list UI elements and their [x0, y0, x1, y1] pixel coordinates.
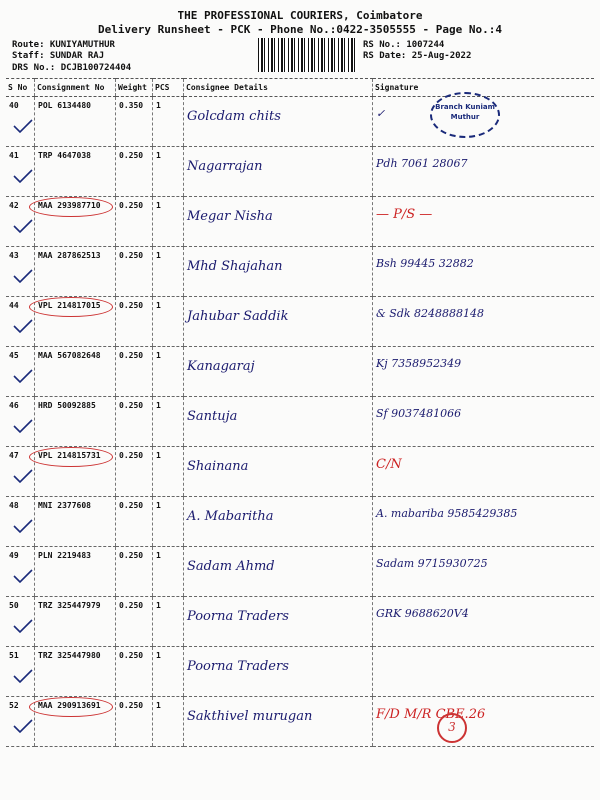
cell-consignment: [35, 547, 116, 597]
sno-value: 46: [9, 401, 19, 410]
cell-weight: [116, 297, 153, 347]
cell-pcs: [153, 147, 184, 197]
pcs-value: 1: [156, 701, 161, 710]
signature-value: & Sdk 8248888148: [376, 307, 485, 320]
consignment-value: TRP 4647038: [38, 151, 91, 160]
cell-weight: [116, 447, 153, 497]
cell-consignee: [184, 547, 373, 597]
col-weight: Weight: [116, 79, 153, 97]
cell-consignee: [184, 147, 373, 197]
consignment-value: MNI 2377608: [38, 501, 91, 510]
check-mark-icon: [12, 218, 34, 238]
runsheet-table: [6, 78, 594, 747]
cell-weight: [116, 197, 153, 247]
cell-pcs: [153, 597, 184, 647]
cell-weight: [116, 497, 153, 547]
consignment-value: VPL 214815731: [38, 451, 101, 460]
cell-signature: [373, 447, 595, 497]
cell-weight: [116, 97, 153, 147]
consignment-value: TRZ 325447980: [38, 651, 101, 660]
drs-number: DRS No.: DCJB100724404: [12, 63, 132, 73]
sno-value: 43: [9, 251, 19, 260]
cell-weight: [116, 597, 153, 647]
cell-consignee: [184, 247, 373, 297]
consignee-value: Poorna Traders: [187, 659, 289, 674]
table-row: [6, 547, 594, 597]
cell-weight: [116, 347, 153, 397]
consignee-value: Golcdam chits: [187, 109, 281, 124]
cell-signature: [373, 197, 595, 247]
consignment-value: MAA 287862513: [38, 251, 101, 260]
check-mark-icon: [12, 268, 34, 288]
weight-value: 0.250: [119, 501, 144, 510]
cell-pcs: [153, 647, 184, 697]
cell-consignment: [35, 497, 116, 547]
consignee-value: Jahubar Saddik: [187, 309, 289, 324]
check-mark-icon: [12, 568, 34, 588]
cell-consignee: [184, 297, 373, 347]
sno-value: 49: [9, 551, 19, 560]
cell-consignee: [184, 97, 373, 147]
red-circle-annotation: [29, 697, 113, 717]
check-mark-icon: [12, 668, 34, 688]
page-circle-number: 3: [437, 713, 467, 743]
cell-pcs: [153, 347, 184, 397]
pcs-value: 1: [156, 201, 161, 210]
weight-value: 0.250: [119, 651, 144, 660]
cell-weight: [116, 397, 153, 447]
consignee-value: Kanagaraj: [187, 359, 255, 374]
signature-value: Kj 7358952349: [376, 357, 462, 370]
cell-pcs: [153, 97, 184, 147]
col-consignment: Consignment No: [35, 79, 116, 97]
signature-value: Bsh 99445 32882: [376, 257, 474, 270]
cell-consignment: [35, 397, 116, 447]
consignment-value: PLN 2219483: [38, 551, 91, 560]
cell-pcs: [153, 497, 184, 547]
signature-value: A. mabariba 9585429385: [376, 507, 518, 520]
red-circle-annotation: [29, 297, 113, 317]
table-row: [6, 347, 594, 397]
pcs-value: 1: [156, 251, 161, 260]
consignment-value: VPL 214817015: [38, 301, 101, 310]
table-row: [6, 497, 594, 547]
cell-pcs: [153, 397, 184, 447]
cell-pcs: [153, 447, 184, 497]
sno-value: 47: [9, 451, 19, 460]
sno-value: 52: [9, 701, 19, 710]
cell-consignee: [184, 197, 373, 247]
check-mark-icon: [12, 468, 34, 488]
col-sno: S No: [6, 79, 35, 97]
red-circle-annotation: [29, 447, 113, 467]
cell-signature: [373, 647, 595, 697]
table-row: [6, 247, 594, 297]
consignment-value: TRZ 325447979: [38, 601, 101, 610]
consignment-value: MAA 293987710: [38, 201, 101, 210]
document-subtitle: Delivery Runsheet - PCK - Phone No.:0422-3505555 - Page No.:4: [98, 23, 502, 36]
red-circle-annotation: [29, 197, 113, 217]
cell-signature: [373, 397, 595, 447]
cell-signature: [373, 497, 595, 547]
check-mark-icon: [12, 118, 34, 138]
sno-value: 44: [9, 301, 19, 310]
consignment-value: MAA 567082648: [38, 351, 101, 360]
cell-consignment: [35, 597, 116, 647]
cell-consignment: [35, 347, 116, 397]
pcs-value: 1: [156, 451, 161, 460]
consignment-value: HRD 50092885: [38, 401, 96, 410]
check-mark-icon: [12, 168, 34, 188]
cell-consignee: [184, 447, 373, 497]
weight-value: 0.250: [119, 601, 144, 610]
consignment-value: MAA 290913691: [38, 701, 101, 710]
table-row: [6, 97, 594, 147]
cell-signature: [373, 347, 595, 397]
check-mark-icon: [12, 518, 34, 538]
branch-stamp: Branch Kuniam Muthur: [430, 92, 500, 138]
consignee-value: A. Mabaritha: [187, 509, 274, 524]
cell-signature: [373, 597, 595, 647]
sno-value: 45: [9, 351, 19, 360]
consignee-value: Nagarrajan: [187, 159, 263, 174]
consignment-value: POL 6134480: [38, 101, 91, 110]
table-header-row: [6, 79, 594, 97]
consignee-value: Santuja: [187, 409, 238, 424]
sno-value: 40: [9, 101, 19, 110]
cell-weight: [116, 547, 153, 597]
cell-signature: [373, 147, 595, 197]
cell-pcs: [153, 247, 184, 297]
cell-pcs: [153, 547, 184, 597]
consignee-value: Megar Nisha: [187, 209, 273, 224]
cell-consignee: [184, 347, 373, 397]
cell-consignee: [184, 597, 373, 647]
check-mark-icon: [12, 718, 34, 738]
cell-consignment: [35, 147, 116, 197]
col-pcs: PCS: [153, 79, 184, 97]
weight-value: 0.250: [119, 251, 144, 260]
check-mark-icon: [12, 618, 34, 638]
signature-value: Sadam 9715930725: [376, 557, 488, 570]
cell-weight: [116, 147, 153, 197]
cell-pcs: [153, 197, 184, 247]
weight-value: 0.250: [119, 401, 144, 410]
cell-weight: [116, 697, 153, 747]
weight-value: 0.250: [119, 351, 144, 360]
cell-signature: [373, 547, 595, 597]
sno-value: 48: [9, 501, 19, 510]
weight-value: 0.250: [119, 201, 144, 210]
pcs-value: 1: [156, 351, 161, 360]
check-mark-icon: [12, 368, 34, 388]
cell-pcs: [153, 297, 184, 347]
sno-value: 42: [9, 201, 19, 210]
cell-consignee: [184, 497, 373, 547]
weight-value: 0.250: [119, 301, 144, 310]
col-consignee: Consignee Details: [184, 79, 373, 97]
consignee-value: Mhd Shajahan: [187, 259, 283, 274]
signature-value: C/N: [376, 457, 402, 472]
weight-value: 0.350: [119, 101, 144, 110]
cell-weight: [116, 647, 153, 697]
pcs-value: 1: [156, 401, 161, 410]
pcs-value: 1: [156, 501, 161, 510]
cell-consignee: [184, 647, 373, 697]
pcs-value: 1: [156, 301, 161, 310]
weight-value: 0.250: [119, 151, 144, 160]
cell-consignee: [184, 397, 373, 447]
consignee-value: Sadam Ahmd: [187, 559, 275, 574]
pcs-value: 1: [156, 101, 161, 110]
cell-signature: [373, 697, 595, 747]
weight-value: 0.250: [119, 701, 144, 710]
cell-consignee: [184, 697, 373, 747]
consignee-value: Poorna Traders: [187, 609, 289, 624]
cell-signature: [373, 247, 595, 297]
sno-value: 50: [9, 601, 19, 610]
pcs-value: 1: [156, 551, 161, 560]
barcode: [258, 38, 358, 72]
sno-value: 51: [9, 651, 19, 660]
rs-number: RS No.: 1007244: [363, 40, 445, 50]
cell-signature: [373, 297, 595, 347]
pcs-value: 1: [156, 601, 161, 610]
pcs-value: 1: [156, 651, 161, 660]
rs-date: RS Date: 25-Aug-2022: [363, 51, 472, 61]
table-row: [6, 147, 594, 197]
cell-consignment: [35, 647, 116, 697]
check-mark-icon: [12, 418, 34, 438]
signature-value: — P/S —: [376, 207, 433, 222]
consignee-value: Sakthivel murugan: [187, 709, 313, 724]
cell-consignment: [35, 247, 116, 297]
cell-consignment: [35, 97, 116, 147]
signature-value: ✓: [376, 107, 386, 120]
signature-value: F/D M/R CBE.26: [376, 707, 486, 722]
cell-pcs: [153, 697, 184, 747]
signature-value: Pdh 7061 28067: [376, 157, 468, 170]
weight-value: 0.250: [119, 551, 144, 560]
document-title: THE PROFESSIONAL COURIERS, Coimbatore: [177, 9, 423, 22]
signature-value: GRK 9688620V4: [376, 607, 469, 620]
signature-value: Sf 9037481066: [376, 407, 462, 420]
pcs-value: 1: [156, 151, 161, 160]
col-signature: Signature: [373, 79, 595, 97]
weight-value: 0.250: [119, 451, 144, 460]
consignee-value: Shainana: [187, 459, 249, 474]
table-row: [6, 397, 594, 447]
cell-weight: [116, 247, 153, 297]
staff-label: Staff: SUNDAR RAJ: [12, 51, 105, 61]
route-label: Route: KUNIYAMUTHUR: [12, 40, 115, 50]
table-row: [6, 647, 594, 697]
table-row: [6, 597, 594, 647]
check-mark-icon: [12, 318, 34, 338]
sno-value: 41: [9, 151, 19, 160]
